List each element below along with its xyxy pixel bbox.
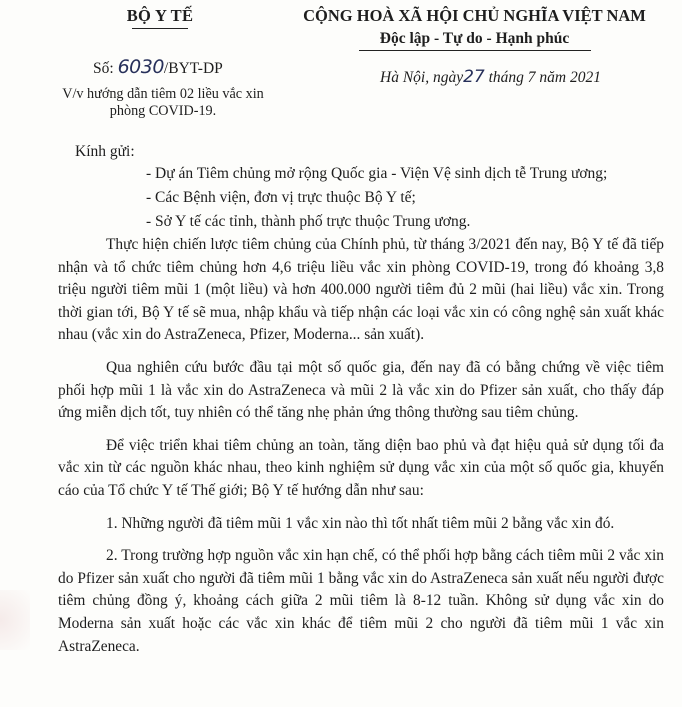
body-paragraph: 2. Trong trường hợp nguồn vắc xin hạn chế, có thể phối hợp bằng cách tiêm mũi 2 vắc xin do Pfizer sản xuất cho người đã tiêm mũi 1 bằng vắc xin do AstraZeneca sản xuất nếu người được tiêm chủng đồng ý, khoảng cách giữa 2 mũi tiêm là 8-12 tuần. Không sử dụng vắc xin do Moderna sản xuất hoặc các vắc xin khác để tiêm mũi 2 cho người đã tiêm mũi 1 vắc xin AstraZeneca. [58, 547, 664, 655]
motto-underline [359, 50, 591, 51]
date-suffix: tháng 7 năm 2021 [484, 69, 601, 86]
date-prefix: Hà Nội, ngày [380, 69, 464, 86]
document-body [58, 234, 664, 668]
body-paragraph: 1. Những người đã tiêm mũi 1 vắc xin nào thì tốt nhất tiêm mũi 2 bằng vắc xin đó. [106, 514, 615, 532]
national-header [282, 6, 667, 51]
ministry-underline [132, 28, 188, 29]
recipient-item: - Dự án Tiêm chủng mở rộng Quốc gia - Viện Vệ sinh dịch tễ Trung ương; [146, 165, 608, 182]
body-paragraph: Thực hiện chiến lược tiêm chủng của Chính phủ, từ tháng 3/2021 đến nay, Bộ Y tế đã tiếp nhận và tổ chức tiêm chủng hơn 4,6 triệu liều vắc xin phòng COVID-19, trong đó khoảng 3,8 triệu người tiêm mũi 1 (một liều) và hơn 400.000 người tiêm đủ 2 mũi (hai liều) vắc xin. Trong thời gian tới, Bộ Y tế sẽ mua, nhập khẩu và tiếp nhận các loại vắc xin có công nghệ sản xuất khác nhau (vắc xin do AstraZeneca, Pfizer, Moderna... sản xuất). [58, 236, 664, 344]
doc-number-prefix: Số: [93, 60, 118, 77]
dateline [380, 67, 601, 87]
body-paragraph: Để việc triển khai tiêm chủng an toàn, tăng diện bao phủ và đạt hiệu quả sử dụng tối đa vắc xin từ các nguồn khác nhau, theo kinh nghiệm sử dụng vắc xin của một số quốc gia, khuyến cáo của Tổ chức Y tế Thế giới; Bộ Y tế hướng dẫn như sau: [58, 436, 664, 499]
paper-stain [0, 590, 30, 650]
doc-number-suffix: /BYT-DP [163, 60, 223, 77]
subject-line-2: phòng COVID-19. [109, 103, 217, 119]
doc-number-handwritten: 6030 [117, 56, 164, 78]
recipient-item: - Sở Y tế các tỉnh, thành phố trực thuộc Trung ương. [146, 213, 471, 230]
republic-name: CỘNG HOÀ XÃ HỘI CHỦ NGHĨA VIỆT NAM [303, 6, 646, 25]
date-day-handwritten: 27 [463, 67, 485, 87]
ministry-header [40, 6, 280, 29]
recipient-item: - Các Bệnh viện, đơn vị trực thuộc Bộ Y tế; [146, 189, 416, 206]
document-subject [58, 86, 268, 120]
recipients-label: Kính gửi: [75, 143, 135, 160]
ministry-name: BỘ Y TẾ [126, 6, 194, 25]
body-paragraph: Qua nghiên cứu bước đầu tại một số quốc gia, đến nay đã có bằng chứng về việc tiêm phối hợp mũi 1 là vắc xin do AstraZeneca và mũi 2 là vắc xin do Pfizer sản xuất, cho thấy đáp ứng miễn dịch tốt, tuy nhiên có thể tăng nhẹ phản ứng thông thường sau tiêm chủng. [58, 358, 664, 422]
national-motto: Độc lập - Tự do - Hạnh phúc [379, 30, 570, 47]
document-number [93, 56, 223, 78]
recipients-list [146, 162, 607, 234]
subject-line-1: V/v hướng dẫn tiêm 02 liều vắc xin [62, 86, 264, 102]
